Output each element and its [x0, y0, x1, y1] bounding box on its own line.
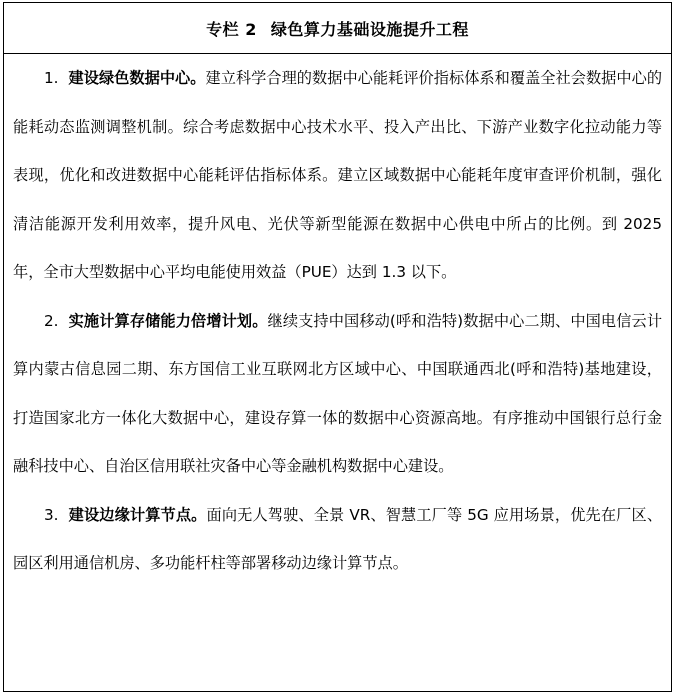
- box-label: 专栏 2: [206, 19, 257, 39]
- section-2-heading: 实施计算存储能力倍增计划。: [68, 311, 268, 330]
- section-3-heading: 建设边缘计算节点。: [68, 505, 207, 524]
- section-3-number: 3.: [44, 505, 59, 524]
- section-2: [13, 297, 662, 491]
- section-1: [13, 54, 662, 297]
- feature-box: [3, 2, 672, 692]
- box-content: [4, 54, 671, 588]
- box-title-text: 绿色算力基础设施提升工程: [270, 19, 469, 39]
- section-3: [13, 491, 662, 588]
- section-2-body: 继续支持中国移动(呼和浩特)数据中心二期、中国电信云计算内蒙古信息园二期、东方国信工业互联网北方区域中心、中国联通西北(呼和浩特)基地建设，打造国家北方一体化大数据中心，建设存算一体的数据中心资源高地。有序推动中国银行总行金融科技中心、自治区信用联社灾备中心等金融机构数据中心建设。: [13, 311, 663, 475]
- section-1-number: 1.: [44, 69, 59, 87]
- box-title: [4, 3, 671, 54]
- section-3-body: 面向无人驾驶、全景 VR、智慧工厂等 5G 应用场景，优先在厂区、园区利用通信机房、多功能杆柱等部署移动边缘计算节点。: [13, 505, 663, 572]
- section-2-number: 2.: [44, 311, 59, 330]
- section-1-heading: 建设绿色数据中心。: [68, 69, 206, 87]
- section-1-body: 建立科学合理的数据中心能耗评价指标体系和覆盖全社会数据中心的能耗动态监测调整机制。综合考虑数据中心技术水平、投入产出比、下游产业数字化拉动能力等表现，优化和改进数据中心能耗评估指标体系。建立区域数据中心能耗年度审查评价机制，强化清洁能源开发利用效率，提升风电、光伏等新型能源在数据中心供电中所占的比例。到 2025 年，全市大型数据中心平均电能使用效益（PUE）达到 1.3 以下。: [13, 69, 663, 281]
